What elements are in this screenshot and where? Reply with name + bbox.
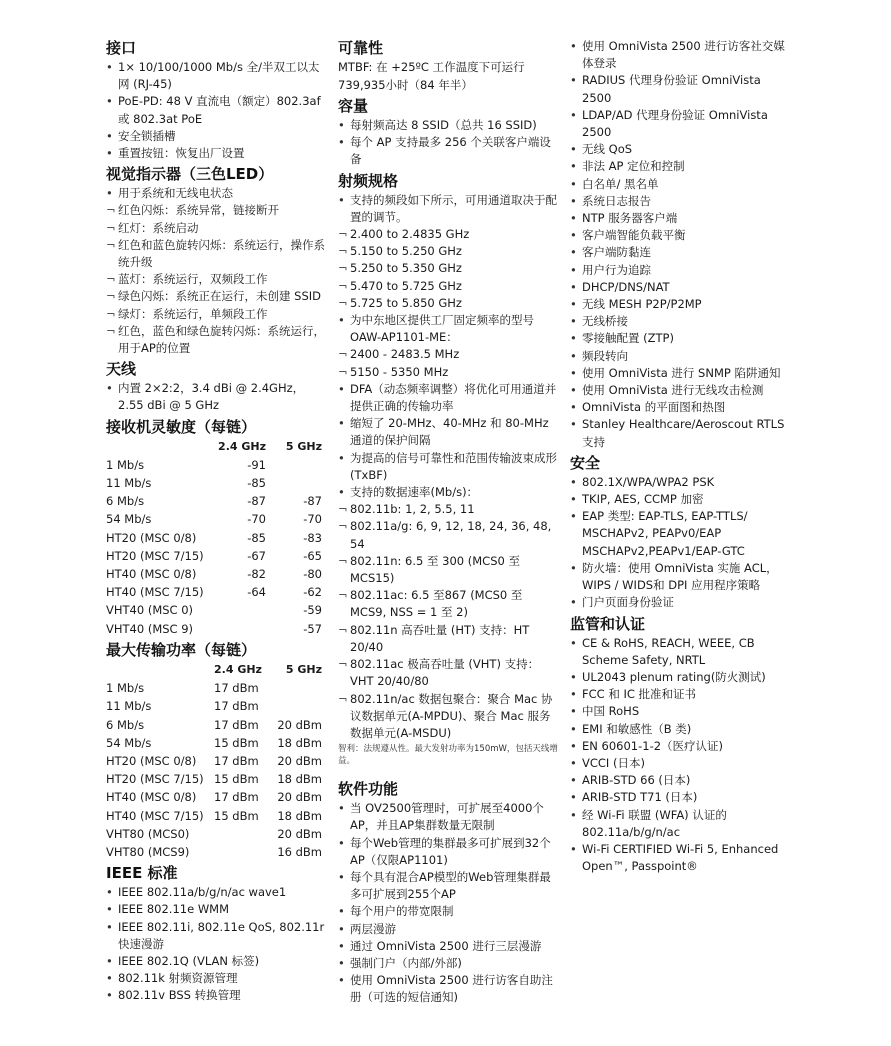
power-5ghz-cell <box>270 679 322 697</box>
list-item: • 每个Web管理的集群最多可扩展到32个AP（仅限AP1101) <box>338 835 558 869</box>
rate-cell: HT20 (MSC 0/8) <box>106 530 197 545</box>
list-item: • 通过 OmniVista 2500 进行三层漫游 <box>338 938 558 955</box>
power-5ghz-cell: 18 dBm <box>277 808 322 823</box>
list-item: ¬ 绿色闪烁：系统正在运行，未创建 SSID <box>106 288 326 305</box>
list-item: • RADIUS 代理身份验证 OmniVista 2500 <box>570 72 790 106</box>
sensitivity-header-5ghz: 5 GHz <box>285 439 322 453</box>
table-row <box>106 529 322 547</box>
rf-list-item: ¬ 5.725 to 5.850 GHz <box>338 295 558 312</box>
list-item: • CE & RoHS, REACH, WEEE, CB Scheme Safety, NRTL <box>570 635 790 669</box>
rate-cell: HT40 (MSC 0/8) <box>106 790 197 805</box>
value-24ghz-cell <box>206 620 266 638</box>
list-item: • EAP 类型: EAP-TLS, EAP-TTLS/ MSCHAPv2, PEAPv0/EAP MSCHAPv2,PEAPv1/EAP-GTC <box>570 508 790 560</box>
power-24ghz-cell: 15 dBm <box>214 735 259 750</box>
table-row <box>106 679 322 697</box>
rate-cell: 54 Mb/s <box>106 735 152 750</box>
list-item: • 当 OV2500管理时，可扩展至4000个AP，并且AP集群数量无限制 <box>338 800 558 834</box>
table-row <box>106 547 322 565</box>
table-row <box>106 697 322 715</box>
power-5ghz-cell: 16 dBm <box>277 844 322 859</box>
table-row <box>106 620 322 638</box>
value-24ghz-cell <box>206 601 266 619</box>
power-24ghz-cell: 17 dBm <box>214 699 259 714</box>
list-item: • 使用 OmniVista 2500 进行访客社交媒体登录 <box>570 38 790 72</box>
table-row <box>106 807 322 825</box>
list-item: • 802.11v BSS 转换管理 <box>106 987 326 1004</box>
value-24ghz-cell: -64 <box>247 585 266 600</box>
power-header-24ghz: 2.4 GHz <box>214 662 262 676</box>
security-title: 安全 <box>570 453 601 472</box>
list-item: • ARIB-STD T71 (日本) <box>570 789 790 806</box>
value-5ghz-cell: -59 <box>303 603 322 618</box>
rf-list-item: • 为提高的信号可靠性和范围传输波束成形(TxBF) <box>338 450 558 484</box>
list-item: • ARIB-STD 66 (日本) <box>570 772 790 789</box>
power-header-blank <box>106 661 214 679</box>
spacer <box>338 767 558 779</box>
power-24ghz-cell: 17 dBm <box>214 717 259 732</box>
power-5ghz-cell: 20 dBm <box>277 753 322 768</box>
sensitivity-header-blank <box>106 438 206 456</box>
list-item: • 系统日志报告 <box>570 193 790 210</box>
rate-cell: HT20 (MSC 7/15) <box>106 772 204 787</box>
list-item: • 使用 OmniVista 进行 SNMP 陷阱通知 <box>570 365 790 382</box>
power-5ghz-cell <box>270 697 322 715</box>
power-title: 最大传输功率（每链） <box>106 640 257 659</box>
rf-list-item: ¬ 5150 - 5350 MHz <box>338 364 558 381</box>
list-item: • 两层漫游 <box>338 921 558 938</box>
column-3 <box>570 38 790 875</box>
led-title: 视觉指示器（三色LED） <box>106 165 274 184</box>
value-5ghz-cell: -80 <box>303 567 322 582</box>
value-24ghz-cell: -82 <box>247 567 266 582</box>
list-item: • 802.1X/WPA/WPA2 PSK <box>570 474 790 491</box>
rf-list-item: • 支持的频段如下所示，可用通道取决于配置的调节。 <box>338 192 558 226</box>
power-24ghz-cell: 15 dBm <box>214 772 259 787</box>
list-item: • 无线桥接 <box>570 313 790 330</box>
power-24ghz-cell: 15 dBm <box>214 808 259 823</box>
list-item: • DHCP/DNS/NAT <box>570 279 790 296</box>
list-item: • 非法 AP 定位和控制 <box>570 158 790 175</box>
rate-cell: VHT40 (MSC 9) <box>106 621 194 636</box>
list-item: • 客户端智能负载平衡 <box>570 227 790 244</box>
rate-cell: HT20 (MSC 7/15) <box>106 548 204 563</box>
list-item: • IEEE 802.1Q (VLAN 标签) <box>106 953 326 970</box>
value-24ghz-cell: -85 <box>247 476 266 491</box>
table-row <box>106 788 322 806</box>
list-item: • 零接触配置 (ZTP) <box>570 330 790 347</box>
reliability-text: MTBF: 在 +25ºC 工作温度下可运行 739,935小时（84 年半） <box>338 60 525 92</box>
rate-cell: VHT40 (MSC 0) <box>106 603 194 618</box>
power-header-row <box>106 661 322 679</box>
power-header-5ghz: 5 GHz <box>285 662 322 676</box>
power-5ghz-cell: 20 dBm <box>277 790 322 805</box>
value-5ghz-cell: -70 <box>303 512 322 527</box>
table-row <box>106 734 322 752</box>
software-list <box>338 800 558 1006</box>
rf-list-item: ¬ 802.11n: 6.5 至 300 (MCS0 至 MCS15) <box>338 553 558 587</box>
rate-cell: HT40 (MSC 0/8) <box>106 567 197 582</box>
list-item: • 频段转向 <box>570 348 790 365</box>
value-5ghz-cell <box>266 474 322 492</box>
table-row <box>106 716 322 734</box>
security-list <box>570 474 790 612</box>
interface-list <box>106 59 326 162</box>
capacity-title: 容量 <box>338 97 369 115</box>
antenna-title: 天线 <box>106 360 137 379</box>
capacity-list <box>338 117 558 169</box>
power-24ghz-cell: 17 dBm <box>214 790 259 805</box>
rf-list-item: • 缩短了 20-MHz、40-MHz 和 80-MHz 通道的保护间隔 <box>338 415 558 449</box>
rate-cell: 11 Mb/s <box>106 476 152 491</box>
rf-list-item: • 为中东地区提供工厂固定频率的型号 OAW-AP1101-ME： <box>338 312 558 346</box>
rf-list-item: ¬ 802.11ac: 6.5 至867 (MCS0 至 MCS9, NSS = 1 至 2) <box>338 587 558 621</box>
column-1 <box>106 38 326 1005</box>
list-item: ¬ 红色闪烁：系统异常，链接断开 <box>106 202 326 219</box>
rf-list-item: ¬ 2.400 to 2.4835 GHz <box>338 226 558 243</box>
value-24ghz-cell: -87 <box>247 494 266 509</box>
antenna-list <box>106 380 326 414</box>
rf-list-item: ¬ 5.250 to 5.350 GHz <box>338 260 558 277</box>
list-item: • FCC 和 IC 批准和证书 <box>570 686 790 703</box>
list-item: • PoE-PD: 48 V 直流电（额定）802.3af 或 802.3at PoE <box>106 93 326 127</box>
rate-cell: 11 Mb/s <box>106 699 152 714</box>
list-item: • Wi-Fi CERTIFIED Wi-Fi 5, Enhanced Open™, Passpoint® <box>570 841 790 875</box>
rate-cell: 6 Mb/s <box>106 717 145 732</box>
power-24ghz-cell: 17 dBm <box>214 753 259 768</box>
list-item: ¬ 红色和蓝色旋转闪烁：系统运行，操作系统升级 <box>106 237 326 271</box>
rate-cell: 6 Mb/s <box>106 494 145 509</box>
software-features-list <box>570 38 790 451</box>
interface-title: 接口 <box>106 39 137 57</box>
value-5ghz-cell: -87 <box>303 494 322 509</box>
table-row <box>106 825 322 843</box>
rf-list-item: • DFA（动态频率调整）将优化可用通道并提供正确的传输功率 <box>338 381 558 415</box>
power-5ghz-cell: 18 dBm <box>277 735 322 750</box>
value-5ghz-cell: -83 <box>303 530 322 545</box>
list-item: • 使用 OmniVista 2500 进行访客自助注册（可选的短信通知) <box>338 972 558 1006</box>
rf-list-item: ¬ 802.11ac 极高吞吐量 (VHT) 支持：VHT 20/40/80 <box>338 656 558 690</box>
power-24ghz-cell: 17 dBm <box>214 681 259 696</box>
list-item: • EMI 和敏感性（B 类) <box>570 721 790 738</box>
rf-note: 智利：法规遵从性。最大发射功率为150mW，包括天线增益。 <box>338 744 558 767</box>
table-row <box>106 565 322 583</box>
power-24ghz-cell <box>214 825 270 843</box>
sensitivity-title: 接收机灵敏度（每链） <box>106 417 257 436</box>
list-item: • 门户页面身份验证 <box>570 594 790 611</box>
table-row <box>106 510 322 528</box>
ieee-list <box>106 884 326 1004</box>
list-item: • 防火墙：使用 OmniVista 实施 ACL，WIPS / WIDS和 DPI 应用程序策略 <box>570 560 790 594</box>
list-item: • 使用 OmniVista 进行无线攻击检测 <box>570 382 790 399</box>
list-item: ¬ 红色，蓝色和绿色旋转闪烁：系统运行，用于AP的位置 <box>106 323 326 357</box>
power-5ghz-cell: 20 dBm <box>277 717 322 732</box>
list-item: ¬ 蓝灯：系统运行，双频段工作 <box>106 271 326 288</box>
table-row <box>106 492 322 510</box>
list-item: • OmniVista 的平面图和热图 <box>570 399 790 416</box>
list-item: • 无线 QoS <box>570 141 790 158</box>
value-5ghz-cell: -57 <box>303 621 322 636</box>
list-item: • 内置 2×2:2，3.4 dBi @ 2.4GHz，2.55 dBi @ 5 GHz <box>106 380 326 414</box>
table-row <box>106 752 322 770</box>
rate-cell: 1 Mb/s <box>106 681 145 696</box>
sensitivity-header-row <box>106 438 322 456</box>
list-item: • IEEE 802.11e WMM <box>106 901 326 918</box>
column-2 <box>338 38 558 1007</box>
list-item: • Stanley Healthcare/Aeroscout RTLS 支持 <box>570 416 790 450</box>
list-item: • EN 60601-1-2（医疗认证) <box>570 738 790 755</box>
table-row <box>106 474 322 492</box>
list-item: • 每个用户的带宽限制 <box>338 903 558 920</box>
value-5ghz-cell: -62 <box>303 585 322 600</box>
led-intro: • 用于系统和无线电状态 <box>106 185 326 202</box>
list-item: • 强制门户（内部/外部) <box>338 955 558 972</box>
list-item: • 802.11k 射频资源管理 <box>106 970 326 987</box>
power-rows <box>106 679 322 861</box>
power-table <box>106 661 322 861</box>
list-item: • 白名单/ 黑名单 <box>570 176 790 193</box>
list-item: • TKIP, AES, CCMP 加密 <box>570 491 790 508</box>
rf-list-item: • 支持的数据速率(Mb/s)： <box>338 484 558 501</box>
reliability-title: 可靠性 <box>338 39 384 57</box>
list-item: • 用户行为追踪 <box>570 262 790 279</box>
rate-cell: HT40 (MSC 7/15) <box>106 585 204 600</box>
sensitivity-rows <box>106 456 322 638</box>
list-item: • 客户端防黏连 <box>570 244 790 261</box>
sensitivity-header-24ghz: 2.4 GHz <box>218 439 266 453</box>
rf-list-item: ¬ 2400 - 2483.5 MHz <box>338 346 558 363</box>
list-item: • 重置按钮：恢复出厂设置 <box>106 145 326 162</box>
table-row <box>106 456 322 474</box>
rate-cell: HT20 (MSC 0/8) <box>106 753 197 768</box>
value-24ghz-cell: -70 <box>247 512 266 527</box>
value-24ghz-cell: -67 <box>247 548 266 563</box>
rf-list <box>338 192 558 743</box>
rf-list-item: ¬ 5.470 to 5.725 GHz <box>338 278 558 295</box>
certification-title: 监管和认证 <box>570 614 646 633</box>
ieee-title: IEEE 标准 <box>106 864 178 883</box>
value-24ghz-cell: -91 <box>247 457 266 472</box>
rf-list-item: ¬ 802.11n 高吞吐量 (HT) 支持：HT 20/40 <box>338 622 558 656</box>
list-item: • NTP 服务器客户端 <box>570 210 790 227</box>
list-item: • LDAP/AD 代理身份验证 OmniVista 2500 <box>570 107 790 141</box>
list-item: • 每个 AP 支持最多 256 个关联客户端设备 <box>338 134 558 168</box>
rate-cell: VHT80 (MCS9) <box>106 844 190 859</box>
rf-title: 射频规格 <box>338 171 399 190</box>
rf-list-item: ¬ 802.11b: 1, 2, 5.5, 11 <box>338 501 558 518</box>
list-item: • VCCI (日本) <box>570 755 790 772</box>
sensitivity-table <box>106 438 322 638</box>
power-5ghz-cell: 20 dBm <box>277 826 322 841</box>
led-states-list <box>106 202 326 357</box>
table-row <box>106 583 322 601</box>
value-5ghz-cell: -65 <box>303 548 322 563</box>
power-5ghz-cell: 18 dBm <box>277 772 322 787</box>
software-title: 软件功能 <box>338 780 399 799</box>
list-item: • 无线 MESH P2P/P2MP <box>570 296 790 313</box>
list-item: • 1× 10/100/1000 Mb/s 全/半双工以太网 (RJ-45) <box>106 59 326 93</box>
certification-list <box>570 635 790 876</box>
rate-cell: HT40 (MSC 7/15) <box>106 808 204 823</box>
list-item: • 每射频高达 8 SSID（总共 16 SSID) <box>338 117 558 134</box>
value-5ghz-cell <box>266 456 322 474</box>
list-item: • IEEE 802.11i, 802.11e QoS, 802.11r 快速漫游 <box>106 919 326 953</box>
list-item: • 经 Wi-Fi 联盟 (WFA) 认证的 802.11a/b/g/n/ac <box>570 807 790 841</box>
power-24ghz-cell <box>214 843 270 861</box>
list-item: ¬ 红灯：系统启动 <box>106 220 326 237</box>
rf-list-item: ¬ 802.11n/ac 数据包聚合：聚合 Mac 协议数据单元(A-MPDU)、聚合 Mac 服务数据单元(A-MSDU) <box>338 691 558 743</box>
list-item: ¬ 绿灯：系统运行，单频段工作 <box>106 306 326 323</box>
table-row <box>106 770 322 788</box>
list-item: • 中国 RoHS <box>570 703 790 720</box>
led-list <box>106 185 326 202</box>
rf-list-item: ¬ 802.11a/g: 6, 9, 12, 18, 24, 36, 48, 54 <box>338 518 558 552</box>
rate-cell: VHT80 (MCS0) <box>106 826 190 841</box>
rate-cell: 54 Mb/s <box>106 512 152 527</box>
table-row <box>106 843 322 861</box>
list-item: • 每个具有混合AP模型的Web管理集群最多可扩展到255个AP <box>338 869 558 903</box>
rf-list-item: ¬ 5.150 to 5.250 GHz <box>338 243 558 260</box>
value-24ghz-cell: -85 <box>247 530 266 545</box>
list-item: • 安全锁插槽 <box>106 128 326 145</box>
rate-cell: 1 Mb/s <box>106 457 145 472</box>
list-item: • UL2043 plenum rating(防火测试) <box>570 669 790 686</box>
table-row <box>106 601 322 619</box>
list-item: • IEEE 802.11a/b/g/n/ac wave1 <box>106 884 326 901</box>
